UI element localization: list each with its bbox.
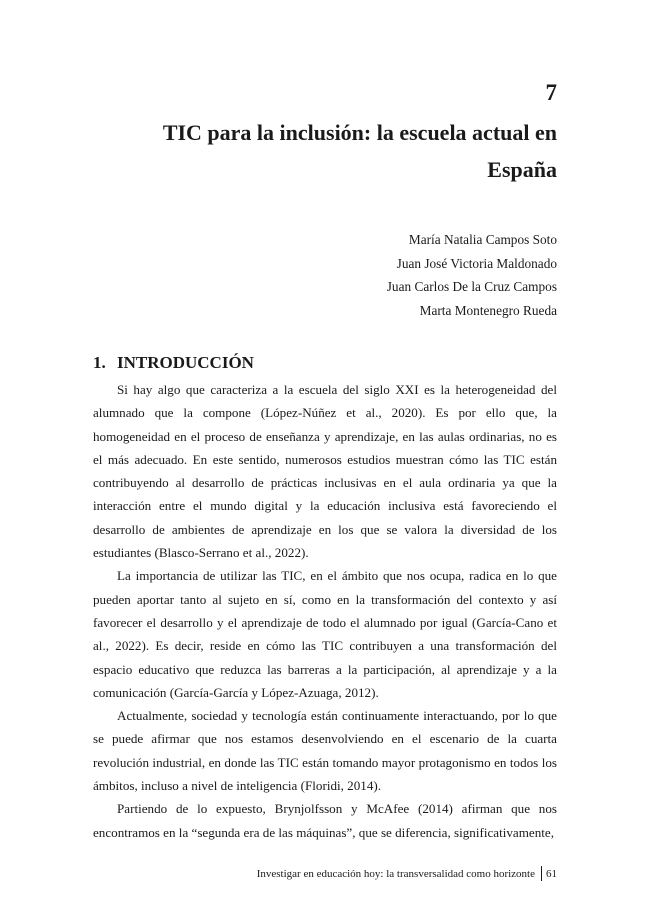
body-text bbox=[93, 378, 557, 844]
page-footer bbox=[257, 866, 557, 881]
footer-divider bbox=[541, 866, 542, 881]
page-number: 61 bbox=[546, 867, 557, 880]
paragraph: Actualmente, sociedad y tecnología están continuamente interactuando, por lo que se puede afirmar que nos estamos desenvolviendo en el escenario de la cuarta revolución industrial, en donde las TIC están tomando mayor protagonismo en todos los ámbitos, incluso a nivel de inteligencia (Floridi, 2014). bbox=[93, 708, 557, 794]
running-title: Investigar en educación hoy: la transversalidad como horizonte bbox=[256, 867, 535, 880]
author-name: Juan José Victoria Maldonado bbox=[396, 255, 557, 271]
paragraph: Si hay algo que caracteriza a la escuela del siglo XXI es la heterogeneidad del alumnado que la compone (López-Núñez et al., 2020). Es por ello que, la homogeneidad en el proceso de enseñanza y aprendizaje, en las aulas ordinarias, no es el más adecuado. En este sentido, numerosos estudios muestran cómo las TIC están contribuyendo al desarrollo de prácticas inclusivas en el aula ordinaria ya que la interacción entre el mundo digital y la educación inclusiva está favoreciendo el desarrollo de ambientes de aprendizaje en los que se valora la diversidad de los estudiantes (Blasco-Serrano et al., 2022). bbox=[93, 382, 557, 561]
author-name: Juan Carlos De la Cruz Campos bbox=[386, 279, 557, 294]
author-name: Marta Montenegro Rueda bbox=[419, 302, 557, 318]
chapter-number: 7 bbox=[545, 80, 557, 105]
paragraph: Partiendo de lo expuesto, Brynjolfsson y McAfee (2014) afirman que nos encontramos en la “segunda era de las máquinas”, que se diferencia, significativamente, bbox=[93, 801, 557, 840]
chapter-title: TIC para la inclusión: la escuela actual en España bbox=[162, 120, 557, 182]
paragraph: La importancia de utilizar las TIC, en el ámbito que nos ocupa, radica en lo que pueden aportar tanto al sujeto en sí, como en la transformación del contexto y así favorecer el desarrollo y el aprendizaje de todo el alumnado por igual (García-Cano et al., 2022). Es decir, reside en cómo las TIC contribuyen a una transformación del espacio educativo que reduzca las barreras a la participación, al aprendizaje y a la comunicación (García-García y López-Azuaga, 2012). bbox=[93, 568, 557, 700]
author-list bbox=[387, 228, 557, 322]
author-name: María Natalia Campos Soto bbox=[408, 232, 557, 247]
section-heading bbox=[93, 353, 254, 373]
section-title: INTRODUCCIÓN bbox=[117, 353, 254, 372]
section-number: 1. bbox=[93, 353, 106, 372]
